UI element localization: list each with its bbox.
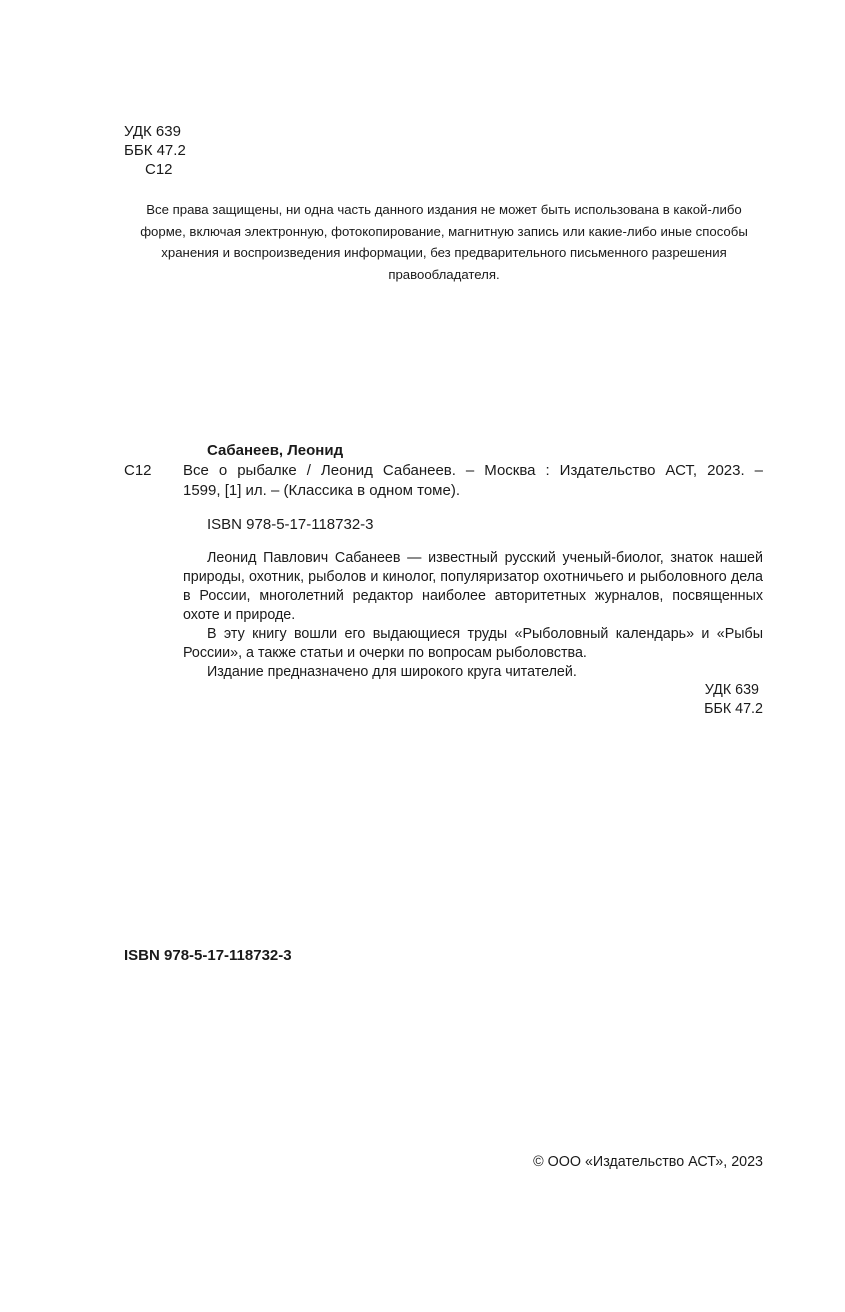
rights-notice: Все права защищены, ни одна часть данного издания не может быть использована в какой-либо форме, включая электронную, фотокопирование, магнитную запись или какие-либо иные способы хранения и воспроизведения информации, без предварительного письменного разрешения правообладателя. [140,202,748,282]
catalog-author-mark: С12 [124,462,152,479]
description-line-2: 1599, [1] ил. – (Классика в одном томе). [183,481,461,499]
annotation-paragraph-2: В эту книгу вошли его выдающиеся труды «Рыболовный календарь» и «Рыбы России», а также статьи и очерки по вопросам рыболовства. [183,626,763,661]
bbk-code-right: ББК 47.2 [704,701,763,717]
isbn-bottom: ISBN 978-5-17-118732-3 [124,947,292,964]
bibliographic-description [183,461,763,500]
annotation-paragraph-1: Леонид Павлович Сабанеев — известный русский ученый-биолог, знаток нашей природы, охотник, рыболов и кинолог, популяризатор охотничьего и рыболовного дела в России, многолетний редактор наиболее авторитетных журналов, посвященных охоте и природе. [183,550,763,623]
classification-codes-right [640,681,763,719]
annotation-paragraph-3: Издание предназначено для широкого круга читателей. [207,664,577,680]
author-heading: Сабанеев, Леонид [207,442,344,459]
classification-codes [124,122,186,179]
bbk-code: ББК 47.2 [124,142,186,159]
author-mark: С12 [145,161,173,178]
description-line-1: Все о рыбалке / Леонид Сабанеев. – Москва : Издательство АСТ, 2023. – [183,462,763,479]
udk-code-right: УДК 639 [704,682,759,698]
isbn-entry: ISBN 978-5-17-118732-3 [207,516,374,533]
copyright-notice: © ООО «Издательство АСТ», 2023 [533,1154,763,1170]
annotation [183,549,763,682]
udk-code: УДК 639 [124,123,181,140]
